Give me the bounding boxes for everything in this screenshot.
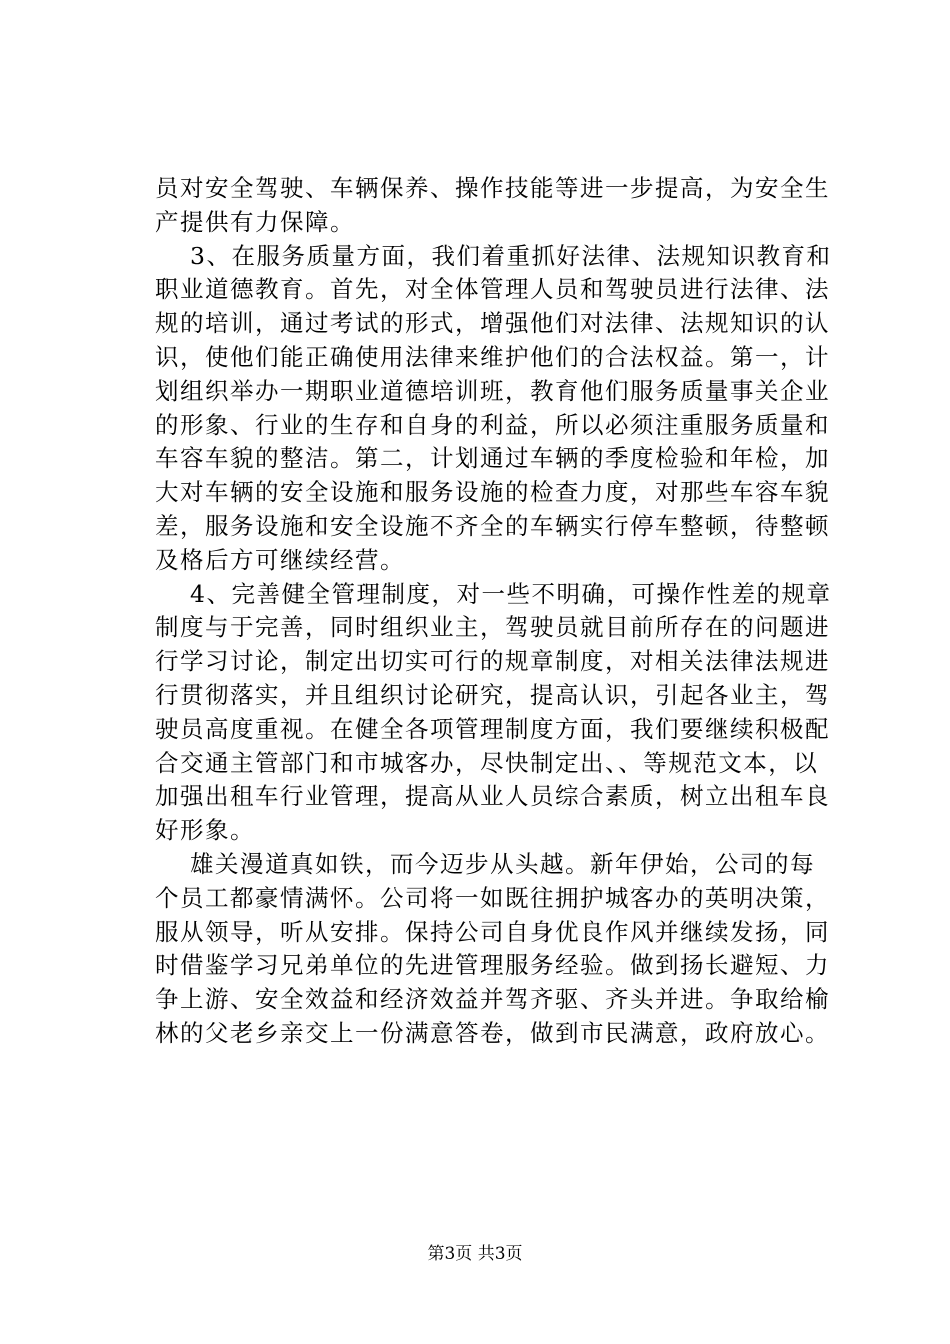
text-line: 产提供有力保障。: [155, 207, 355, 236]
text-line: 大对车辆的安全设施和服务设施的检查力度，对那些车容车貌: [155, 478, 830, 507]
text-line: 制度与于完善，同时组织业主，驾驶员就目前所存在的问题进: [155, 613, 830, 642]
text-line: 林的父老乡亲交上一份满意答卷，做到市民满意，政府放心。: [155, 1018, 830, 1047]
text-line: 职业道德教育。首先，对全体管理人员和驾驶员进行法律、法: [155, 275, 830, 304]
text-line: 合交通主管部门和市城客办，尽快制定出、、等规范文本，以: [155, 748, 819, 777]
text-line: 雄关漫道真如铁，而今迈步从头越。新年伊始，公司的每: [190, 849, 815, 878]
text-line: 员对安全驾驶、车辆保养、操作技能等进一步提高，为安全生: [155, 174, 830, 202]
paragraph: [155, 848, 830, 1051]
text-line: 划组织举办一期职业道德培训班，教育他们服务质量事关企业: [155, 376, 830, 405]
text-line: 加强出租车行业管理，提高从业人员综合素质，树立出租车良: [155, 782, 830, 811]
text-line: 的形象、行业的生存和自身的利益，所以必须注重服务质量和: [155, 410, 830, 439]
page-footer: 第3页 共3页: [427, 1244, 523, 1264]
text-line: 争上游、安全效益和经济效益并驾齐驱、齐头并进。争取给榆: [155, 985, 830, 1014]
text-line: 个员工都豪情满怀。公司将一如既往拥护城客办的英明决策，: [155, 883, 830, 912]
text-line: 3、在服务质量方面，我们着重抓好法律、法规知识教育和: [190, 241, 832, 270]
text-line: 4、完善健全管理制度，对一些不明确，可操作性差的规章: [190, 579, 832, 608]
text-line: 行学习讨论，制定出切实可行的规章制度，对相关法律法规进: [155, 647, 830, 676]
text-line: 时借鉴学习兄弟单位的先进管理服务经验。做到扬长避短、力: [155, 951, 830, 980]
paragraph: [155, 240, 832, 578]
document-body: [155, 172, 832, 1051]
text-line: 规的培训，通过考试的形式，增强他们对法律、法规知识的认: [155, 309, 830, 338]
paragraph: [155, 172, 830, 240]
text-line: 车容车貌的整洁。第二，计划通过车辆的季度检验和年检，加: [155, 444, 830, 473]
text-line: 识，使他们能正确使用法律来维护他们的合法权益。第一，计: [155, 342, 830, 371]
text-line: 及格后方可继续经营。: [155, 545, 405, 574]
text-line: 驶员高度重视。在健全各项管理制度方面，我们要继续积极配: [155, 714, 830, 743]
paragraph: [155, 578, 832, 848]
text-line: 服从领导，听从安排。保持公司自身优良作风并继续发扬，同: [155, 917, 830, 946]
text-line: 好形象。: [155, 816, 255, 845]
text-line: 差，服务设施和安全设施不齐全的车辆实行停车整顿，待整顿: [155, 511, 830, 540]
text-line: 行贯彻落实，并且组织讨论研究，提高认识，引起各业主，驾: [155, 680, 830, 709]
